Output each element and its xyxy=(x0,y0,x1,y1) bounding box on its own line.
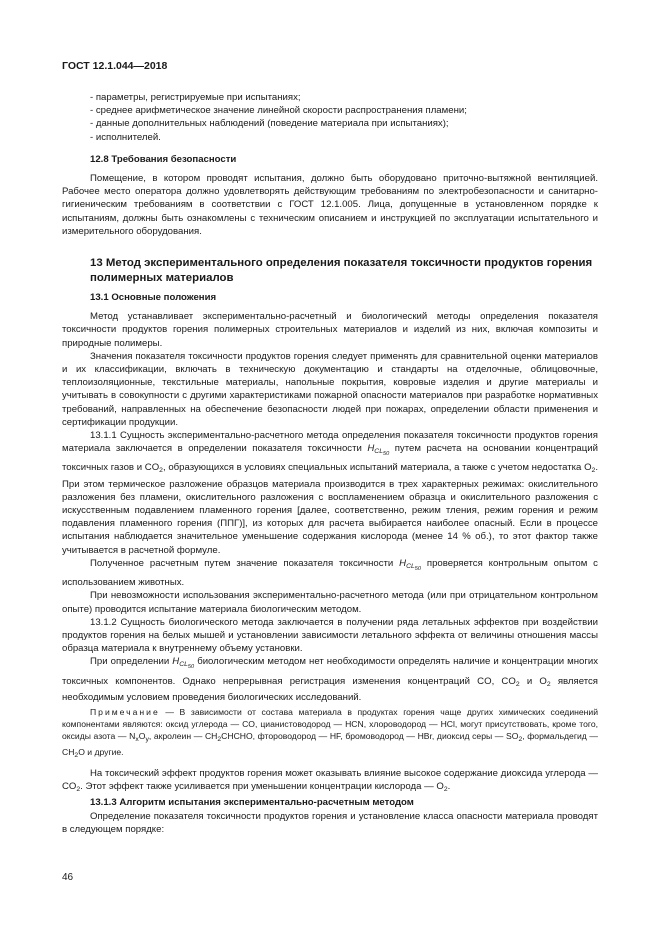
hcl50-symbol: $H_{CL50}$ xyxy=(367,443,390,458)
hcl50-symbol: $H_{CL50}$ xyxy=(399,557,422,572)
subscript: x xyxy=(135,735,139,743)
section-13-1-heading: 13.1 Основные положения xyxy=(90,292,217,304)
paragraph: Определение показателя токсичности продуктов горения и установление класса опасности материала проводят в следующем порядке: xyxy=(62,810,598,835)
text-run: является необходимым условием проведения биологических исследований. xyxy=(62,675,598,703)
list-item: - параметры, регистрируемые при испытаниях; xyxy=(90,92,301,103)
text-run: . При этом термическое разложение образцов материала производится в трех характерных режимах: окислительного разложения без пламени, окислительного разложения с воспламенением образца и окислительного разложения с искусственным подавлением пламенного горения [далее, соответственно, режим тления, режим горения и режим подавления пламенного горения (ППГ)], из которых для расчета выбирается наиболее опасный. Если в процессе испытания наблюдается значительное уменьшение содержания кислорода (менее 14 % об.), то этот фактор также учитывается в расчетной формуле. xyxy=(62,462,598,556)
text-run: . Этот эффект также усиливается при уменьшении концентрации кислорода — O xyxy=(80,781,444,793)
hcl50-symbol: $H_{CL50}$ xyxy=(172,656,195,671)
paragraph xyxy=(62,429,598,557)
list-item: - исполнителей. xyxy=(90,131,161,143)
note xyxy=(62,706,598,762)
section-13-heading: 13 Метод экспериментального определения показателя токсичности продуктов горения полимерных материалов xyxy=(90,257,593,285)
subscript: 2 xyxy=(518,735,523,743)
paragraph xyxy=(62,767,598,796)
paragraph: При невозможности использования экспериментально-расчетного метода (или при отрицательном контрольном опыте) проводится испытание материала биологическим методом. xyxy=(62,590,598,615)
note-label: Примечание xyxy=(90,706,160,717)
subscript: y xyxy=(145,735,149,743)
document-body xyxy=(62,91,598,836)
subscript: 2 xyxy=(443,786,448,794)
paragraph: 13.1.2 Сущность биологического метода заключается в получении ряда летальных эффектов при воздействии продуктов горения на белых мышей и установлении зависимости летального эффекта от величины отношения массы образца материала к внутреннему объему установки. xyxy=(62,616,598,655)
text-run: — В зависимости от состава материала в продуктах горения чаще других химических соединений компонентами являются: оксид углерода — CO, цианистоводород — HCN, хлороводород — HCl, могут присутствовать, кроме того, оксиды азота — N xyxy=(62,706,598,741)
subscript: 2 xyxy=(217,735,222,743)
text-run: путем расчета на основании концентраций токсичных газов и CO xyxy=(62,443,598,474)
section-12-8-heading: 12.8 Требования безопасности xyxy=(90,153,237,165)
text-run: На токсический эффект продуктов горения может оказывать влияние высокое содержание диоксида углерода — CO xyxy=(62,767,598,793)
subscript: 2 xyxy=(74,751,79,759)
paragraph xyxy=(62,557,598,589)
subscript: 2 xyxy=(159,467,163,475)
results-list xyxy=(62,91,598,144)
page-number: 46 xyxy=(62,872,74,883)
subscript: 2 xyxy=(515,680,520,688)
text-run: O и другие. xyxy=(78,746,124,757)
paragraph: Значения показателя токсичности продуктов горения следует применять для сравнительной оценки материалов и их классификации, включать в техническую документацию и стандарты на отделочные, облицовочные, теплоизоляционные, текстильные материалы, напольные покрытия, ковровые изделия и другие материалы и учитывать в совокупности с другими характеристиками пожарной опасности материалов при разработке нормативных требований, направленных на обеспечение безопасности людей при пожарах, определении области применения и сертификации продукции. xyxy=(62,350,598,428)
subscript: 2 xyxy=(76,786,81,794)
text-run: CHCHO, фтороводород — HF, бромоводород — HBr, диоксид серы — SO xyxy=(221,730,519,741)
text-run: , формальдегид — CH xyxy=(62,730,599,757)
document-header: ГОСТ 12.1.044—2018 xyxy=(62,60,168,72)
text-run: O xyxy=(138,730,146,741)
text-run: Полученное расчетным путем значение показателя токсичности xyxy=(90,557,394,569)
text-run: , акролеин — CH xyxy=(148,730,218,741)
text-run: биологическим методом нет необходимости определять наличие и концентрации многих токсичных компонентов. Однако непрерывная регистрация изменения концентраций CO, CO xyxy=(62,656,599,687)
subscript: 2 xyxy=(591,467,596,475)
paragraph: Метод устанавливает экспериментально-расчетный и биологический методы определения показателя токсичности продуктов горения полимерных строительных материалов и изделий из них, включая композиты и природные полимеры. xyxy=(62,311,598,349)
section-13-1-3-heading: 13.1.3 Алгоритм испытания экспериментально-расчетным методом xyxy=(90,797,414,809)
text-run: 13.1.1 Сущность экспериментально-расчетного метода определения показателя токсичности продуктов горения материала заключается в определении показателя токсичности xyxy=(62,430,598,455)
text-run: При определении xyxy=(90,656,170,668)
list-item: - среднее арифметическое значение линейной скорости распространения пламени; xyxy=(90,105,467,117)
subscript: 2 xyxy=(546,680,551,688)
text-run: и O xyxy=(526,675,547,687)
paragraph: Помещение, в котором проводят испытания, должно быть оборудовано приточно-вытяжной вентиляцией. Рабочее место оператора должно удовлетворять действующим требованиям по электробезопасности и санитарно-гигиеническим требованиям в соответствии с ГОСТ 12.1.005. Лица, допущенные в установленном порядке к испытаниям, должны быть ознакомлены с техническим описанием и инструкцией по эксплуатации испытательного и измерительного оборудования. xyxy=(62,173,598,237)
text-run: . xyxy=(447,781,451,793)
paragraph xyxy=(62,655,598,704)
text-run: проверяется контрольным опытом с использованием животных. xyxy=(62,557,598,589)
list-item: - данные дополнительных наблюдений (поведение материала при испытаниях); xyxy=(90,118,449,130)
text-run: , образующихся в условиях специальных испытаний материала, а также с учетом недостатка O xyxy=(162,462,592,474)
